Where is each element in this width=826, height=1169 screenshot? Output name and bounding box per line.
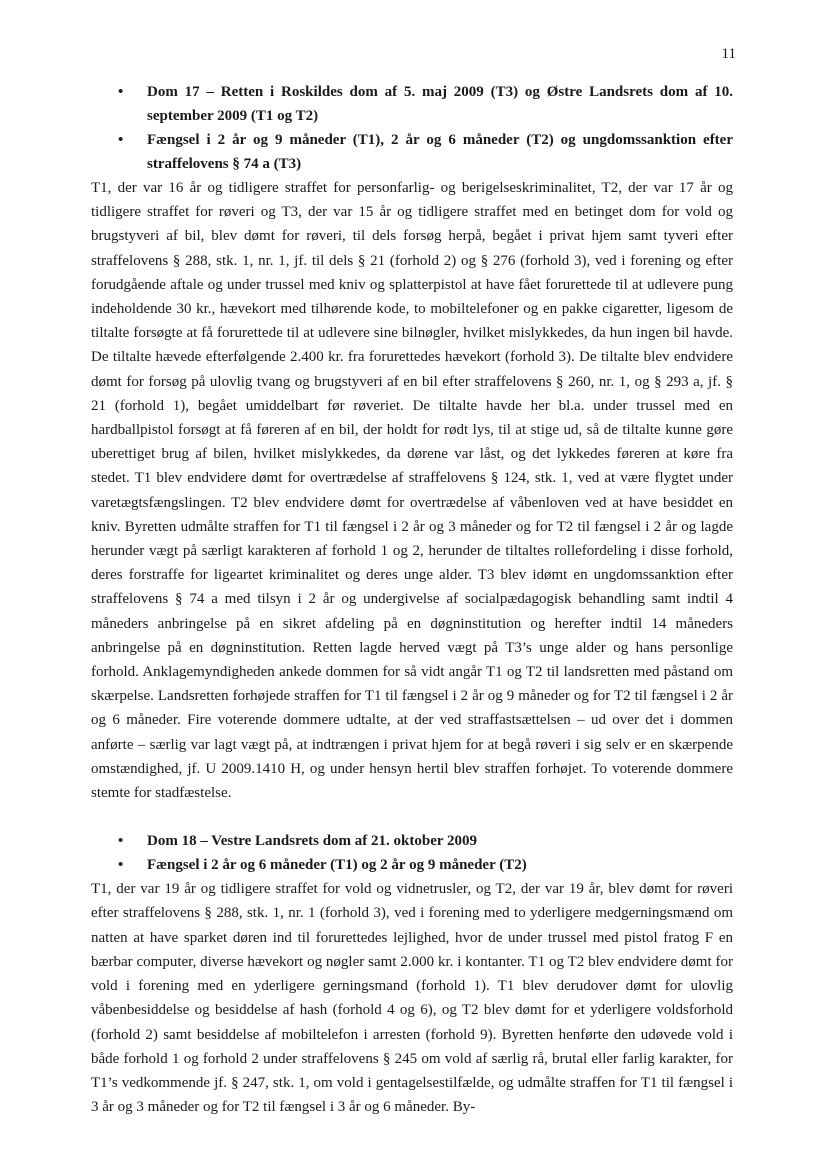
- case-sentence: Fængsel i 2 år og 6 måneder (T1) og 2 år og 9 måneder (T2): [147, 857, 527, 874]
- case-section-dom-17: [91, 80, 733, 805]
- bullet-icon: •: [118, 833, 124, 850]
- case-sentence: Fængsel i 2 år og 9 måneder (T1), 2 år og 6 måneder (T2) og ungdomssanktion efter straffelovens § 74 a (T3): [147, 132, 733, 172]
- case-title: Dom 18 – Vestre Landsrets dom af 21. oktober 2009: [147, 833, 478, 850]
- bullet-icon: •: [118, 857, 124, 874]
- case-body-paragraph: T1, der var 16 år og tidligere straffet for personfarlig- og berigelseskriminalitet, T2, der var 17 år og tidligere straffet for røveri og T3, der var 15 år og tidligere straffet med en betinget dom for vold og brugstyveri af bil, blev dømt for røveri, til dels forsøg herpå, begået i privat hjem samt tyveri efter straffelovens § 288, stk. 1, nr. 1, jf. til dels § 21 (forhold 2) og § 276 (forhold 3), ved i forening og efter forudgående aftale og under trussel med kniv og splatterpistol at have fået forurettede til at udlevere pung indeholdende 30 kr., hævekort med tilhørende kode, to mobiltelefoner og en pakke cigaretter, ligesom de tiltalte forsøgte at få forurettede til at udlevere sine bilnøgler, hvilket mislykkedes, da hun ingen bil havde. De tiltalte hævede efterfølgende 2.400 kr. fra forurettedes hævekort (forhold 3). De tiltalte blev endvidere dømt for forsøg på ulovlig tvang og brugstyveri af en bil efter straffelovens § 260, nr. 1, og § 293 a, jf. § 21 (forhold 1), begået umiddelbart før røveriet. De tiltalte havde her bl.a. under trussel med en hardballpistol forsøgt at få føreren af en bil, der holdt for rødt lys, til at stige ud, så de tiltalte kunne gøre uberettiget brug af bilen, hvilket mislykkedes, da dørene var låst, og det lykkedes føreren at køre fra stedet. T1 blev endvidere dømt for overtrædelse af straffelovens § 124, stk. 1, ved at være flygtet under varetægtsfængslingen. T2 blev endvidere dømt for overtrædelse af våbenloven ved at have besiddet en kniv. Byretten udmålte straffen for T1 til fængsel i 2 år og 3 måneder og for T2 til fængsel i 2 år og lagde herunder vægt på særligt karakteren af forhold 1 og 2, herunder de tiltaltes rollefordeling i disse forhold, deres forstraffe for ligeartet kriminalitet og deres unge alder. T3 blev idømt en ungdomssanktion efter straffelovens § 74 a med tilsyn i 2 år og undergivelse af socialpædagogisk behandling samt indtil 4 måneders anbringelse på en sikret afdeling på en døgninstitution og herefter indtil 14 måneders anbringelse på en døgninstitution. Retten lagde herved vægt på T3’s unge alder og hans personlige forhold. Anklagemyndigheden ankede dommen for så vidt angår T1 og T2 til landsretten med påstand om skærpelse. Landsretten forhøjede straffen for T1 til fængsel i 2 år og 9 måneder og for T2 til fængsel i 2 år og 6 måneder. Fire voterende dommere udtalte, at der ved straffastsættelsen – ud over det i dommen anførte – særlig var lagt vægt på, at indtrængen i privat hjem for at begå røveri i sig selv er en skærpende omstændighed, jf. U 2009.1410 H, og under hensyn hertil blev straffen forhøjet. To voterende dommere stemte for stadfæstelse.: [91, 180, 733, 802]
- case-section-dom-18: [91, 829, 733, 1119]
- case-sentence-bullet: [91, 853, 733, 877]
- case-body-paragraph: T1, der var 19 år og tidligere straffet for vold og vidnetrusler, og T2, der var 19 år, blev dømt for røveri efter straffelovens § 288, stk. 1, nr. 1 (forhold 3), ved i forening med to yderligere medgerningsmænd om natten at have sparket døren ind til forurettedes lejlighed, hvor de under trussel med pistol fratog F en bærbar computer, diverse hævekort og nøgler samt 2.000 kr. i kontanter. T1 og T2 blev endvidere dømt for vold i forening med en yderligere gerningsmand (forhold 1). T1 blev derudover dømt for ulovlig våbenbesiddelse og besiddelse af hash (forhold 4 og 6), og T2 blev dømt for et yderligere voldsforhold (forhold 2) samt besiddelse af mobiltelefon i arresten (forhold 9). Byretten henførte den udøvede vold i både forhold 1 og forhold 2 under straffelovens § 245 om vold af særlig rå, brutal eller farlig karakter, for T1’s vedkommende jf. § 247, stk. 1, om vold i gentagelsestilfælde, og udmålte straffen for T1 til fængsel i 3 år og 3 måneder og for T2 til fængsel i 3 år og 6 måneder. By-: [91, 881, 733, 1116]
- case-sentence-bullet: [91, 128, 733, 176]
- case-heading-bullet: [91, 829, 733, 853]
- bullet-icon: •: [118, 132, 124, 148]
- document-body: [91, 80, 733, 1119]
- bullet-icon: •: [118, 84, 124, 100]
- case-heading-bullet: [91, 80, 733, 128]
- page-number: 11: [721, 46, 736, 62]
- case-heading-list: [91, 80, 733, 176]
- case-title: Dom 17 – Retten i Roskildes dom af 5. maj 2009 (T3) og Østre Landsrets dom af 10. september 2009 (T1 og T2): [147, 84, 733, 124]
- case-heading-list: [91, 829, 733, 877]
